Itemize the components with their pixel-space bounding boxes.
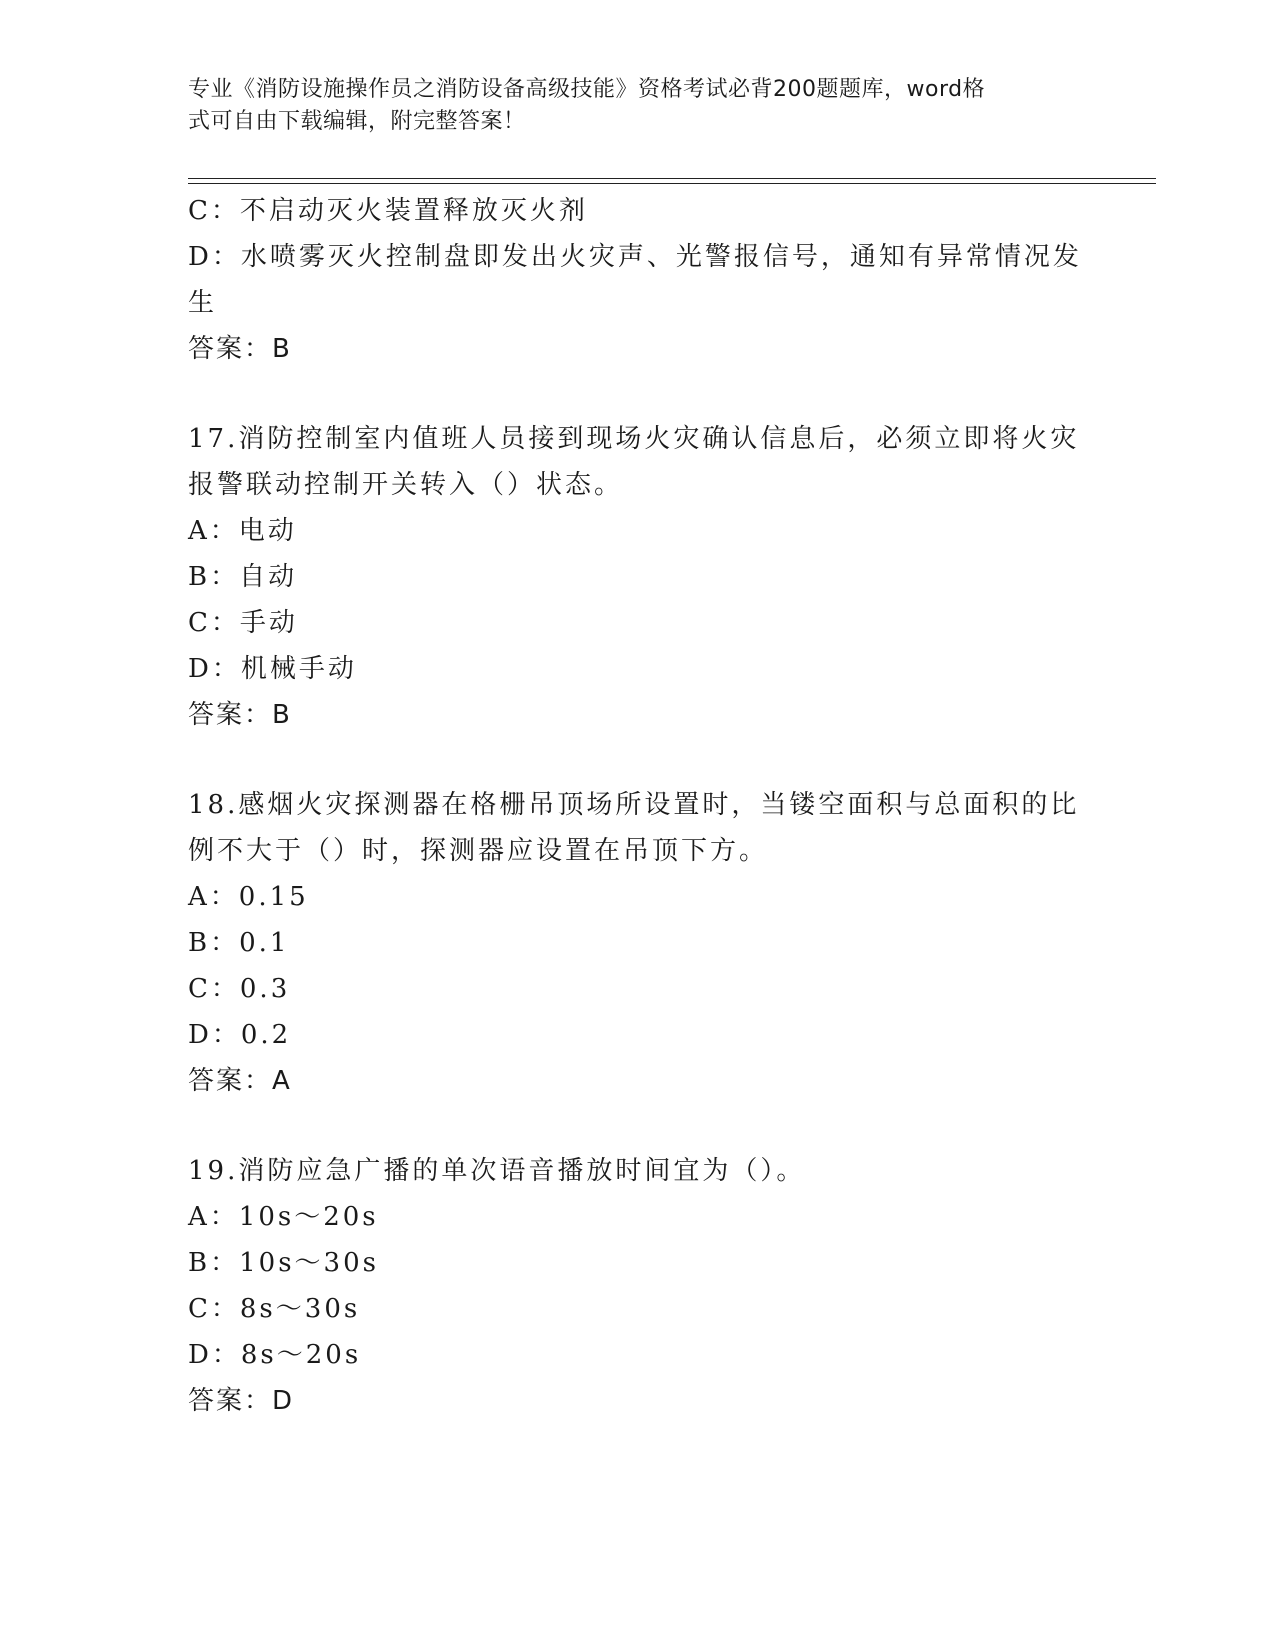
option-b: B：0.1 (188, 928, 290, 958)
option-d: D：水喷雾灭火控制盘即发出火灾声、光警报信号，通知有异常情况发 (188, 242, 1082, 272)
option-a: A：0.15 (188, 882, 309, 912)
question-19 (188, 1148, 1078, 1424)
answer: 答案：B (188, 334, 292, 364)
option-d: D：8s～20s (188, 1340, 362, 1370)
option-b: B：10s～30s (188, 1248, 379, 1278)
option-d: D：0.2 (188, 1020, 292, 1050)
question-stem: 18.感烟火灾探测器在格栅吊顶场所设置时，当镂空面积与总面积的比 (188, 790, 1080, 820)
option-b: B：自动 (188, 562, 298, 592)
answer: 答案：A (188, 1066, 292, 1096)
question-content (188, 188, 1082, 1424)
question-stem-continued: 例不大于（）时，探测器应设置在吊顶下方。 (188, 836, 769, 866)
question-stem-continued: 报警联动控制开关转入（）状态。 (188, 470, 624, 500)
answer: 答案：D (188, 1386, 295, 1416)
header-line-2: 式可自由下载编辑，附完整答案！ (188, 109, 526, 134)
option-c: C：不启动灭火装置释放灭火剂 (188, 196, 588, 226)
option-c: C：手动 (188, 608, 298, 638)
question-16-partial (188, 188, 1082, 372)
option-c: C：0.3 (188, 974, 291, 1004)
question-stem: 19.消防应急广播的单次语音播放时间宜为（）。 (188, 1156, 806, 1186)
header-divider-top (188, 178, 1156, 179)
option-a: A：10s～20s (188, 1202, 379, 1232)
header-line-1: 专业《消防设施操作员之消防设备高级技能》资格考试必背200题题库，word格 (188, 77, 986, 102)
option-a: A：电动 (188, 516, 297, 546)
option-d: D：机械手动 (188, 654, 357, 684)
question-18 (188, 782, 1078, 1104)
answer: 答案：B (188, 700, 292, 730)
question-stem: 17.消防控制室内值班人员接到现场火灾确认信息后，必须立即将火灾 (188, 424, 1080, 454)
option-d-continued: 生 (188, 288, 218, 318)
header-divider-bottom (188, 183, 1156, 184)
option-c: C：8s～30s (188, 1294, 361, 1324)
question-17 (188, 416, 1078, 738)
document-header (188, 74, 1068, 138)
